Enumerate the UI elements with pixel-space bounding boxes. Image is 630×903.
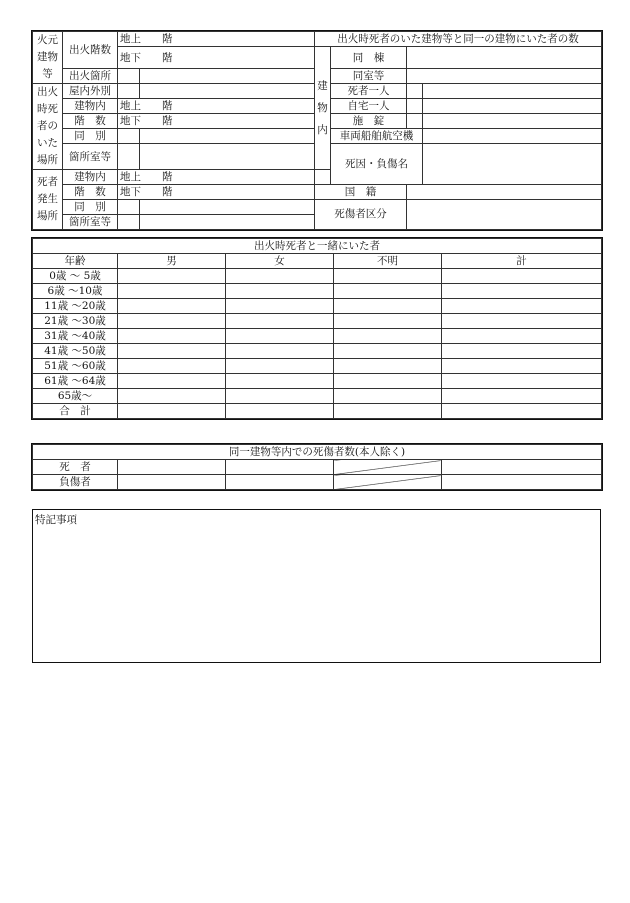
fire-building-head: 火元建物等 (33, 32, 63, 84)
age-row-label: 61歳 〜64歳 (33, 374, 118, 389)
special-notes-label: 特記事項 (35, 514, 77, 526)
age-cell[interactable] (226, 359, 334, 374)
occur-building-label-1: 建物内 (63, 170, 118, 185)
age-cell[interactable] (226, 314, 334, 329)
dead-one-value[interactable] (423, 84, 602, 99)
table-row (33, 344, 602, 359)
occur-same-diff-value[interactable] (118, 200, 140, 215)
home-one-value[interactable] (423, 99, 602, 114)
age-cell[interactable] (442, 269, 602, 284)
age-cell[interactable] (334, 404, 442, 419)
age-cell[interactable] (442, 299, 602, 314)
right-title: 出火時死者のいた建物等と同一の建物にいた者の数 (315, 32, 602, 47)
nationality-value[interactable] (407, 185, 602, 200)
fire-floor-below[interactable]: 地下 階 (118, 47, 315, 69)
same-diff-label: 同 別 (63, 129, 118, 144)
age-cell[interactable] (334, 374, 442, 389)
age-header-2: 女 (226, 254, 334, 269)
age-cell[interactable] (118, 404, 226, 419)
table-row (33, 389, 602, 404)
age-cell[interactable] (226, 344, 334, 359)
building-floor-label-1: 建物内 (63, 99, 118, 114)
age-header-0: 年齢 (33, 254, 118, 269)
location-room-value[interactable] (118, 144, 140, 170)
age-cell[interactable] (226, 269, 334, 284)
age-row-label: 31歳 〜40歳 (33, 329, 118, 344)
death-floor-above[interactable]: 地上 階 (118, 99, 315, 114)
casualty-cell[interactable] (226, 475, 334, 490)
occur-location-room-label: 箇所室等 (63, 215, 118, 230)
age-cell[interactable] (118, 374, 226, 389)
location-room-value-2[interactable] (140, 144, 315, 170)
casualty-cell[interactable] (442, 460, 602, 475)
casualty-table-title: 同一建物等内での死傷者数(本人除く) (33, 445, 602, 460)
age-cell[interactable] (226, 374, 334, 389)
age-cell[interactable] (334, 389, 442, 404)
age-row-label: 41歳 〜50歳 (33, 344, 118, 359)
age-table-header (33, 254, 602, 269)
age-header-3: 不明 (334, 254, 442, 269)
age-cell[interactable] (118, 389, 226, 404)
age-cell[interactable] (334, 299, 442, 314)
casualty-cell[interactable] (118, 460, 226, 475)
same-room-value[interactable] (407, 69, 602, 84)
dead-one-check[interactable] (407, 84, 423, 99)
age-cell[interactable] (334, 329, 442, 344)
same-building-label: 同 棟 (331, 47, 407, 69)
age-cell[interactable] (118, 269, 226, 284)
casualty-class-label: 死傷者区分 (315, 200, 407, 230)
home-one-check[interactable] (407, 99, 423, 114)
building-floor-label-2: 階 数 (63, 114, 118, 129)
age-cell[interactable] (118, 299, 226, 314)
occur-location-room-value[interactable] (118, 215, 140, 230)
occur-same-diff-label: 同 別 (63, 200, 118, 215)
building-vertical-label: 建物内 (315, 47, 331, 170)
age-cell[interactable] (226, 299, 334, 314)
age-row-label: 11歳 〜20歳 (33, 299, 118, 314)
age-row-label: 6歳 〜10歳 (33, 284, 118, 299)
age-header-4: 計 (442, 254, 602, 269)
age-cell[interactable] (442, 404, 602, 419)
indoor-outdoor-value-2[interactable] (140, 84, 315, 99)
age-cell[interactable] (226, 284, 334, 299)
age-cell[interactable] (334, 269, 442, 284)
casualty-table-body (33, 460, 602, 490)
age-cell[interactable] (118, 359, 226, 374)
special-notes-box[interactable] (32, 509, 601, 663)
age-table (32, 238, 602, 419)
age-cell[interactable] (442, 389, 602, 404)
casualty-cell[interactable] (118, 475, 226, 490)
age-row-label: 21歳 〜30歳 (33, 314, 118, 329)
table-row (33, 359, 602, 374)
age-cell[interactable] (226, 329, 334, 344)
fire-location-label: 出火箇所 (63, 69, 118, 84)
age-cell[interactable] (442, 374, 602, 389)
occur-location-room-value-2[interactable] (140, 215, 315, 230)
age-cell[interactable] (118, 329, 226, 344)
locked-check[interactable] (407, 114, 423, 129)
age-row-label: 0歳 〜 5歳 (33, 269, 118, 284)
age-cell[interactable] (334, 359, 442, 374)
casualty-class-value[interactable] (407, 200, 602, 230)
table-row (33, 284, 602, 299)
fire-floor-label: 出火階数 (63, 32, 118, 69)
casualty-cell[interactable] (442, 475, 602, 490)
casualty-cell[interactable] (226, 460, 334, 475)
age-row-label: 51歳 〜60歳 (33, 359, 118, 374)
occur-floor-above[interactable]: 地上 階 (118, 170, 315, 185)
same-diff-value-2[interactable] (140, 129, 315, 144)
age-cell[interactable] (334, 284, 442, 299)
casualty-row-label: 死 者 (33, 460, 118, 475)
fire-location-value[interactable] (118, 69, 140, 84)
death-occur-head: 死者発生場所 (33, 170, 63, 230)
locked-label: 施 錠 (331, 114, 407, 129)
location-room-label: 箇所室等 (63, 144, 118, 170)
occur-building-label-2: 階 数 (63, 185, 118, 200)
age-cell[interactable] (226, 404, 334, 419)
indoor-outdoor-value[interactable] (118, 84, 140, 99)
age-row-label: 合 計 (33, 404, 118, 419)
occur-floor-below[interactable]: 地下 階 (118, 185, 315, 200)
occur-same-diff-value-2[interactable] (140, 200, 315, 215)
table-row (33, 299, 602, 314)
cause-name-label: 死因・負傷名 (331, 144, 423, 185)
age-cell[interactable] (118, 284, 226, 299)
casualty-row-label: 負傷者 (33, 475, 118, 490)
age-cell[interactable] (334, 314, 442, 329)
fire-location-value-2[interactable] (140, 69, 315, 84)
dead-one-label: 死者一人 (331, 84, 407, 99)
same-room-label: 同室等 (331, 69, 407, 84)
age-cell[interactable] (226, 389, 334, 404)
table-row (33, 269, 602, 284)
vehicle-value[interactable] (423, 129, 602, 144)
indoor-outdoor-label: 屋内外別 (63, 84, 118, 99)
table-row (33, 374, 602, 389)
crossed-cell (334, 460, 442, 475)
crossed-cell (334, 475, 442, 490)
age-table-body (33, 269, 602, 419)
death-place-head: 出火時死者のいた場所 (33, 84, 63, 170)
casualty-table (32, 444, 602, 490)
age-cell[interactable] (442, 314, 602, 329)
nationality-label: 国 籍 (315, 185, 407, 200)
fire-floor-above[interactable]: 地上 階 (118, 32, 315, 47)
age-cell[interactable] (442, 329, 602, 344)
age-cell[interactable] (118, 314, 226, 329)
home-one-label: 自宅一人 (331, 99, 407, 114)
cause-name-value[interactable] (423, 144, 602, 185)
table-row (33, 404, 602, 419)
table-row (33, 460, 602, 475)
locked-value[interactable] (423, 114, 602, 129)
same-building-value[interactable] (407, 47, 602, 69)
table-row (33, 329, 602, 344)
age-table-title: 出火時死者と一緒にいた者 (33, 239, 602, 254)
fire-building-table (32, 31, 602, 230)
table-row (33, 314, 602, 329)
age-cell[interactable] (118, 344, 226, 359)
death-floor-below[interactable]: 地下 階 (118, 114, 315, 129)
age-cell[interactable] (442, 284, 602, 299)
age-row-label: 65歳〜 (33, 389, 118, 404)
vehicle-label: 車両船舶航空機 (331, 129, 423, 144)
age-cell[interactable] (442, 344, 602, 359)
age-header-1: 男 (118, 254, 226, 269)
table-row (33, 475, 602, 490)
same-diff-value[interactable] (118, 129, 140, 144)
age-cell[interactable] (442, 359, 602, 374)
age-cell[interactable] (334, 344, 442, 359)
